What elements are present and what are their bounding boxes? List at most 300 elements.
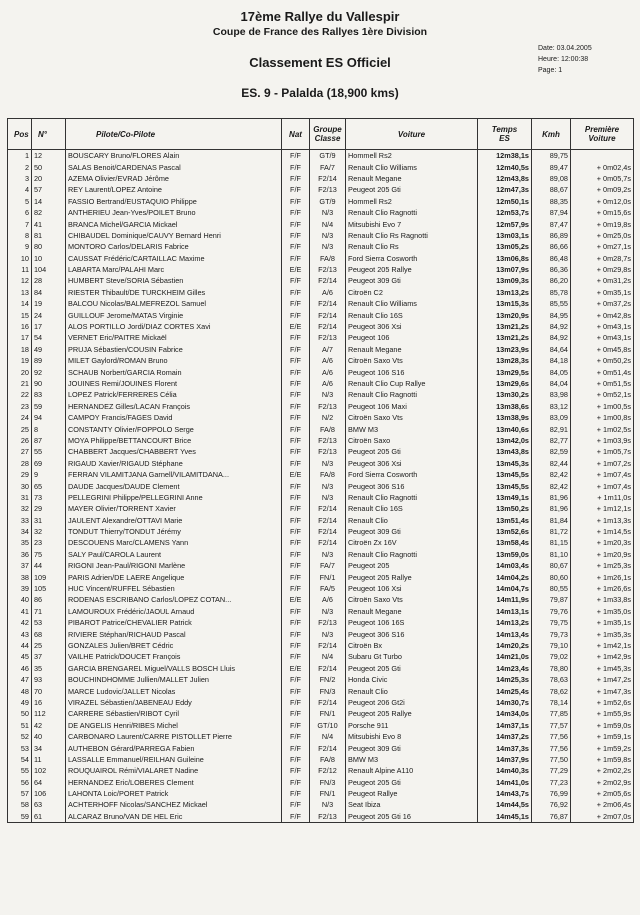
cell-num: 65 — [32, 480, 66, 491]
cell-car: Renault Clio — [346, 685, 478, 696]
cell-car: Renault Clio 16S — [346, 309, 478, 320]
cell-kmh: 86,48 — [532, 253, 571, 264]
cell-pos: 14 — [8, 298, 32, 309]
cell-driver: BOUSCARY Bruno/FLORES Alain — [66, 150, 282, 162]
cell-pos: 37 — [8, 560, 32, 571]
cell-nat: E/E — [282, 663, 310, 674]
cell-kmh: 76,87 — [532, 811, 571, 823]
cell-nat: F/F — [282, 150, 310, 162]
table-row — [8, 241, 634, 252]
cell-group: F2/14 — [310, 697, 346, 708]
cell-time: 13m20,9s — [478, 309, 532, 320]
cell-nat: F/F — [282, 685, 310, 696]
cell-car: Ford Sierra Cosworth — [346, 469, 478, 480]
cell-time: 14m30,7s — [478, 697, 532, 708]
cell-gap: + 0m12,0s — [571, 196, 634, 207]
cell-car: Renault Clio — [346, 515, 478, 526]
rally-title: 17ème Rallye du Vallespir — [240, 9, 400, 24]
cell-car: Renault Clio Ragnotti — [346, 492, 478, 503]
cell-nat: F/F — [282, 583, 310, 594]
cell-driver: CARBONARO Laurent/CARRE PISTOLLET Pierre — [66, 731, 282, 742]
cell-driver: ANTHERIEU Jean-Yves/POILET Bruno — [66, 207, 282, 218]
cell-pos: 48 — [8, 685, 32, 696]
col-header-driver: Pilote/Co-Pilote — [66, 119, 282, 150]
cell-time: 13m13,2s — [478, 287, 532, 298]
table-row — [8, 788, 634, 799]
cell-car: Renault Clio Rs Ragnotti — [346, 230, 478, 241]
cell-group: N/3 — [310, 480, 346, 491]
cell-nat: E/E — [282, 264, 310, 275]
cell-driver: CARRERE Sébastien/RIBOT Cyril — [66, 708, 282, 719]
table-row — [8, 161, 634, 172]
cell-gap: + 2m07,0s — [571, 811, 634, 823]
cell-gap: + 1m05,7s — [571, 446, 634, 457]
table-row — [8, 344, 634, 355]
cell-car: Renault Megane — [346, 606, 478, 617]
cell-car: Mitsubishi Evo 7 — [346, 218, 478, 229]
cell-group: FA/8 — [310, 469, 346, 480]
cell-nat: F/F — [282, 549, 310, 560]
cell-car: Renault Megane — [346, 173, 478, 184]
cell-pos: 47 — [8, 674, 32, 685]
cell-kmh: 77,23 — [532, 776, 571, 787]
cell-kmh: 84,95 — [532, 309, 571, 320]
cell-kmh: 79,75 — [532, 617, 571, 628]
table-row — [8, 253, 634, 264]
cell-time: 13m45,3s — [478, 458, 532, 469]
cell-kmh: 84,18 — [532, 355, 571, 366]
cell-kmh: 77,29 — [532, 765, 571, 776]
cell-gap: + 1m35,0s — [571, 606, 634, 617]
cell-gap: + 1m20,9s — [571, 549, 634, 560]
cell-pos: 40 — [8, 594, 32, 605]
cell-car: Renault Clio Rs — [346, 241, 478, 252]
cell-group: F2/14 — [310, 526, 346, 537]
cell-gap: + 0m43,1s — [571, 332, 634, 343]
cell-group: F2/13 — [310, 617, 346, 628]
table-row — [8, 617, 634, 628]
table-row — [8, 401, 634, 412]
cell-kmh: 85,55 — [532, 298, 571, 309]
cell-driver: HERNANDEZ Gilles/LACAN François — [66, 401, 282, 412]
cell-gap: + 1m14,5s — [571, 526, 634, 537]
cell-num: 90 — [32, 378, 66, 389]
cell-driver: FERRAN VILAMITJANA Garnell/VILAMITDANA... — [66, 469, 282, 480]
cell-num: 106 — [32, 788, 66, 799]
col-header-time — [478, 119, 532, 150]
cell-time: 13m07,9s — [478, 264, 532, 275]
cell-group: A/6 — [310, 366, 346, 377]
cell-num: 83 — [32, 389, 66, 400]
cell-gap: + 0m45,8s — [571, 344, 634, 355]
cell-driver: RODENAS ESCRIBANO Carlos/LOPEZ COTAN... — [66, 594, 282, 605]
cell-car: Subaru Gt Turbo — [346, 651, 478, 662]
cell-driver: MOYA Philippe/BETTANCOURT Brice — [66, 435, 282, 446]
cell-num: 23 — [32, 537, 66, 548]
table-row — [8, 754, 634, 765]
cell-kmh: 89,75 — [532, 150, 571, 162]
cell-gap: + 1m47,2s — [571, 674, 634, 685]
cell-kmh: 79,02 — [532, 651, 571, 662]
cell-pos: 23 — [8, 401, 32, 412]
cell-nat: F/F — [282, 571, 310, 582]
cell-num: 10 — [32, 253, 66, 264]
cell-num: 82 — [32, 207, 66, 218]
cell-time: 13m50,2s — [478, 503, 532, 514]
cell-driver: AZEMA Olivier/EVRAD Jérôme — [66, 173, 282, 184]
cell-kmh: 87,94 — [532, 207, 571, 218]
col-header-gap-line2: Voiture — [588, 134, 616, 143]
cell-driver: CAMPOY Francis/FAGES David — [66, 412, 282, 423]
cell-gap: + 0m31,2s — [571, 275, 634, 286]
cell-pos: 33 — [8, 515, 32, 526]
cell-pos: 31 — [8, 492, 32, 503]
cell-num: 81 — [32, 230, 66, 241]
cell-car: Citroën Zx 16V — [346, 537, 478, 548]
cell-num: 25 — [32, 640, 66, 651]
table-row — [8, 492, 634, 503]
table-row — [8, 697, 634, 708]
cell-kmh: 78,14 — [532, 697, 571, 708]
cell-gap: + 1m07,2s — [571, 458, 634, 469]
cell-kmh: 79,10 — [532, 640, 571, 651]
cell-gap: + 2m02,2s — [571, 765, 634, 776]
cell-driver: VAILHE Patrick/DOUCET François — [66, 651, 282, 662]
cell-gap: + 1m35,3s — [571, 628, 634, 639]
table-row — [8, 412, 634, 423]
cell-kmh: 76,92 — [532, 799, 571, 810]
cell-num: 68 — [32, 628, 66, 639]
cell-group: FN/1 — [310, 708, 346, 719]
cell-gap: + 1m07,4s — [571, 480, 634, 491]
cell-pos: 7 — [8, 218, 32, 229]
cell-time: 13m49,1s — [478, 492, 532, 503]
cell-car: Mitsubishi Evo 8 — [346, 731, 478, 742]
cell-time: 12m57,9s — [478, 218, 532, 229]
cell-driver: HUC Vincent/RUFFEL Sébastien — [66, 583, 282, 594]
cell-gap: + 0m25,0s — [571, 230, 634, 241]
cell-group: F2/14 — [310, 309, 346, 320]
cell-gap: + 0m29,8s — [571, 264, 634, 275]
cell-nat: F/F — [282, 446, 310, 457]
cell-pos: 13 — [8, 287, 32, 298]
cell-car: Peugeot 306 S16 — [346, 480, 478, 491]
cell-car: Peugeot 306 Xsi — [346, 321, 478, 332]
cell-num: 102 — [32, 765, 66, 776]
cell-group: FN/1 — [310, 571, 346, 582]
cell-car: Peugeot 205 Gti 16 — [346, 811, 478, 823]
cell-gap: + 0m50,2s — [571, 355, 634, 366]
cell-kmh: 82,77 — [532, 435, 571, 446]
cell-group: F2/14 — [310, 298, 346, 309]
cell-group: N/4 — [310, 651, 346, 662]
cell-driver: GONZALES Julien/BRET Cédric — [66, 640, 282, 651]
cell-gap: + 0m35,1s — [571, 287, 634, 298]
table-row — [8, 446, 634, 457]
table-row — [8, 378, 634, 389]
cell-car: Citroën Saxo — [346, 435, 478, 446]
cell-num: 69 — [32, 458, 66, 469]
cell-num: 73 — [32, 492, 66, 503]
cell-kmh: 82,42 — [532, 480, 571, 491]
cell-num: 71 — [32, 606, 66, 617]
cell-pos: 58 — [8, 799, 32, 810]
cell-pos: 36 — [8, 549, 32, 560]
cell-car: Peugeot 309 Gti — [346, 742, 478, 753]
cell-time: 12m47,3s — [478, 184, 532, 195]
cell-pos: 10 — [8, 253, 32, 264]
cell-nat: F/F — [282, 788, 310, 799]
print-date: Date: 03.04.2005 — [538, 45, 592, 52]
cell-group: F2/13 — [310, 401, 346, 412]
cell-nat: F/F — [282, 731, 310, 742]
cell-num: 40 — [32, 731, 66, 742]
cell-kmh: 83,09 — [532, 412, 571, 423]
cell-driver: LOPEZ Patrick/FERRERES Célia — [66, 389, 282, 400]
cell-group: N/3 — [310, 799, 346, 810]
cell-time: 14m37,9s — [478, 754, 532, 765]
cell-kmh: 89,47 — [532, 161, 571, 172]
cell-gap: + 0m37,2s — [571, 298, 634, 309]
cell-kmh: 78,62 — [532, 685, 571, 696]
cell-num: 105 — [32, 583, 66, 594]
col-header-pos: Pos — [8, 119, 32, 150]
cell-gap: + 0m05,7s — [571, 173, 634, 184]
document-title: Classement ES Officiel — [249, 55, 391, 70]
cell-pos: 39 — [8, 583, 32, 594]
cell-group: FA/7 — [310, 161, 346, 172]
cell-car: Peugeot 306 S16 — [346, 628, 478, 639]
cell-gap: + 1m26,6s — [571, 583, 634, 594]
cell-gap: + 1m03,9s — [571, 435, 634, 446]
cell-time: 13m38,9s — [478, 412, 532, 423]
cell-kmh: 81,84 — [532, 515, 571, 526]
cell-group: FA/7 — [310, 560, 346, 571]
cell-time: 13m03,1s — [478, 230, 532, 241]
cell-driver: ROUQUAIROL Rémi/VIALARET Nadine — [66, 765, 282, 776]
cell-group: F2/14 — [310, 640, 346, 651]
cell-car: Renault Clio 16S — [346, 503, 478, 514]
table-row — [8, 309, 634, 320]
cell-car: Peugeot 205 Rallye — [346, 264, 478, 275]
cell-pos: 53 — [8, 742, 32, 753]
cell-group: FN/3 — [310, 685, 346, 696]
cell-time: 13m59,0s — [478, 549, 532, 560]
cell-pos: 41 — [8, 606, 32, 617]
cell-car: Peugeot 306 Xsi — [346, 458, 478, 469]
cell-group: N/3 — [310, 606, 346, 617]
cell-pos: 12 — [8, 275, 32, 286]
cell-num: 61 — [32, 811, 66, 823]
cell-car: BMW M3 — [346, 423, 478, 434]
cell-time: 13m51,4s — [478, 515, 532, 526]
cell-num: 34 — [32, 742, 66, 753]
cell-nat: E/E — [282, 469, 310, 480]
cell-car: Peugeot 309 Gti — [346, 526, 478, 537]
cell-num: 75 — [32, 549, 66, 560]
cell-num: 93 — [32, 674, 66, 685]
cell-group: FA/8 — [310, 253, 346, 264]
cell-nat: F/F — [282, 492, 310, 503]
cell-kmh: 81,96 — [532, 503, 571, 514]
cell-pos: 4 — [8, 184, 32, 195]
cell-nat: F/F — [282, 742, 310, 753]
cell-group: F2/13 — [310, 184, 346, 195]
cell-group: F2/14 — [310, 515, 346, 526]
cell-nat: F/F — [282, 776, 310, 787]
cell-driver: GUILLOUF Jerome/MATAS Virginie — [66, 309, 282, 320]
cell-time: 12m40,5s — [478, 161, 532, 172]
cell-gap: + 0m52,1s — [571, 389, 634, 400]
col-header-kmh: Kmh — [532, 119, 571, 150]
cell-time: 14m04,2s — [478, 571, 532, 582]
cell-time: 12m53,7s — [478, 207, 532, 218]
col-header-nat: Nat — [282, 119, 310, 150]
cell-pos: 54 — [8, 754, 32, 765]
cell-nat: F/F — [282, 720, 310, 731]
cell-driver: SALAS Benoit/CARDENAS Pascal — [66, 161, 282, 172]
cell-nat: F/F — [282, 355, 310, 366]
cell-nat: F/F — [282, 754, 310, 765]
cell-car: Peugeot 205 Rallye — [346, 571, 478, 582]
cell-num: 32 — [32, 526, 66, 537]
cell-time: 14m11,9s — [478, 594, 532, 605]
cell-num: 9 — [32, 469, 66, 480]
cell-time: 14m04,7s — [478, 583, 532, 594]
cell-car: Honda Civic — [346, 674, 478, 685]
cell-pos: 56 — [8, 776, 32, 787]
cell-pos: 20 — [8, 366, 32, 377]
cell-pos: 46 — [8, 663, 32, 674]
cell-kmh: 79,73 — [532, 628, 571, 639]
cell-pos: 28 — [8, 458, 32, 469]
cell-num: 20 — [32, 173, 66, 184]
cell-num: 17 — [32, 321, 66, 332]
table-row — [8, 606, 634, 617]
col-header-car: Voiture — [346, 119, 478, 150]
cell-gap: + 2m02,9s — [571, 776, 634, 787]
cell-pos: 1 — [8, 150, 32, 162]
cell-gap: + 1m42,1s — [571, 640, 634, 651]
cell-num: 31 — [32, 515, 66, 526]
cell-nat: F/F — [282, 560, 310, 571]
cell-nat: F/F — [282, 617, 310, 628]
cell-group: F2/13 — [310, 446, 346, 457]
cell-nat: F/F — [282, 207, 310, 218]
cell-time: 13m29,6s — [478, 378, 532, 389]
cell-time: 14m21,0s — [478, 651, 532, 662]
cell-car: Hommell Rs2 — [346, 196, 478, 207]
cell-group: FA/8 — [310, 423, 346, 434]
cell-pos: 25 — [8, 423, 32, 434]
cell-num: 14 — [32, 196, 66, 207]
cell-time: 14m23,4s — [478, 663, 532, 674]
table-row — [8, 355, 634, 366]
cell-car: Peugeot Rallye — [346, 788, 478, 799]
table-row — [8, 742, 634, 753]
cell-gap: + 1m45,3s — [571, 663, 634, 674]
table-row — [8, 230, 634, 241]
cell-pos: 6 — [8, 207, 32, 218]
col-header-gap — [571, 119, 634, 150]
cell-num: 54 — [32, 332, 66, 343]
cell-car: Renault Clio Ragnotti — [346, 207, 478, 218]
cell-driver: MILET Gaylord/ROMAN Bruno — [66, 355, 282, 366]
cell-driver: AUTHEBON Gérard/PARREGA Fabien — [66, 742, 282, 753]
cell-kmh: 82,44 — [532, 458, 571, 469]
cell-pos: 2 — [8, 161, 32, 172]
cell-driver: PELLEGRINI Philippe/PELLEGRINI Anne — [66, 492, 282, 503]
cell-driver: LAHONTA Loic/PORET Patrick — [66, 788, 282, 799]
cell-kmh: 83,98 — [532, 389, 571, 400]
cell-driver: JAULENT Alexandre/OTTAVI Marie — [66, 515, 282, 526]
cell-pos: 22 — [8, 389, 32, 400]
cell-gap: + 1m26,1s — [571, 571, 634, 582]
cell-num: 16 — [32, 697, 66, 708]
cell-car: Renault Clio Ragnotti — [346, 549, 478, 560]
cell-car: Peugeot 205 Gti — [346, 184, 478, 195]
cell-time: 13m29,5s — [478, 366, 532, 377]
cell-time: 13m58,4s — [478, 537, 532, 548]
table-row — [8, 594, 634, 605]
table-row — [8, 150, 634, 162]
cell-num: 86 — [32, 594, 66, 605]
cell-nat: F/F — [282, 458, 310, 469]
cell-kmh: 85,78 — [532, 287, 571, 298]
cell-nat: F/F — [282, 811, 310, 823]
cell-driver: BOUCHINDHOMME Jullien/MALLET Julien — [66, 674, 282, 685]
cell-nat: F/F — [282, 640, 310, 651]
cell-car: Seat Ibiza — [346, 799, 478, 810]
cell-driver: RIGAUD Xavier/RIGAUD Stéphane — [66, 458, 282, 469]
cell-gap: + 1m13,3s — [571, 515, 634, 526]
cell-pos: 55 — [8, 765, 32, 776]
table-row — [8, 321, 634, 332]
cell-gap: + 1m07,4s — [571, 469, 634, 480]
cell-pos: 24 — [8, 412, 32, 423]
cell-pos: 29 — [8, 469, 32, 480]
table-row — [8, 537, 634, 548]
cell-num: 29 — [32, 503, 66, 514]
cell-kmh: 80,67 — [532, 560, 571, 571]
cell-gap: + 1m35,1s — [571, 617, 634, 628]
cell-time: 14m37,2s — [478, 731, 532, 742]
col-header-num: N° — [32, 119, 66, 150]
table-row — [8, 196, 634, 207]
cell-car: Peugeot 106 Xsi — [346, 583, 478, 594]
cell-pos: 57 — [8, 788, 32, 799]
table-row — [8, 275, 634, 286]
cell-time: 12m43,8s — [478, 173, 532, 184]
cell-gap: + 1m42,9s — [571, 651, 634, 662]
stage-title: ES. 9 - Palalda (18,900 kms) — [241, 86, 399, 100]
cell-num: 35 — [32, 663, 66, 674]
cell-car: Peugeot 205 Gti — [346, 663, 478, 674]
cell-pos: 27 — [8, 446, 32, 457]
cell-nat: F/F — [282, 344, 310, 355]
cell-time: 13m45,5s — [478, 480, 532, 491]
table-row — [8, 264, 634, 275]
cell-group: N/3 — [310, 389, 346, 400]
cell-gap: + 0m27,1s — [571, 241, 634, 252]
cell-num: 41 — [32, 218, 66, 229]
cell-num: 80 — [32, 241, 66, 252]
cell-kmh: 81,72 — [532, 526, 571, 537]
cell-time: 14m37,1s — [478, 720, 532, 731]
cell-car: Citroën Saxo Vts — [346, 594, 478, 605]
cell-gap: + 1m47,3s — [571, 685, 634, 696]
cell-time: 13m30,2s — [478, 389, 532, 400]
